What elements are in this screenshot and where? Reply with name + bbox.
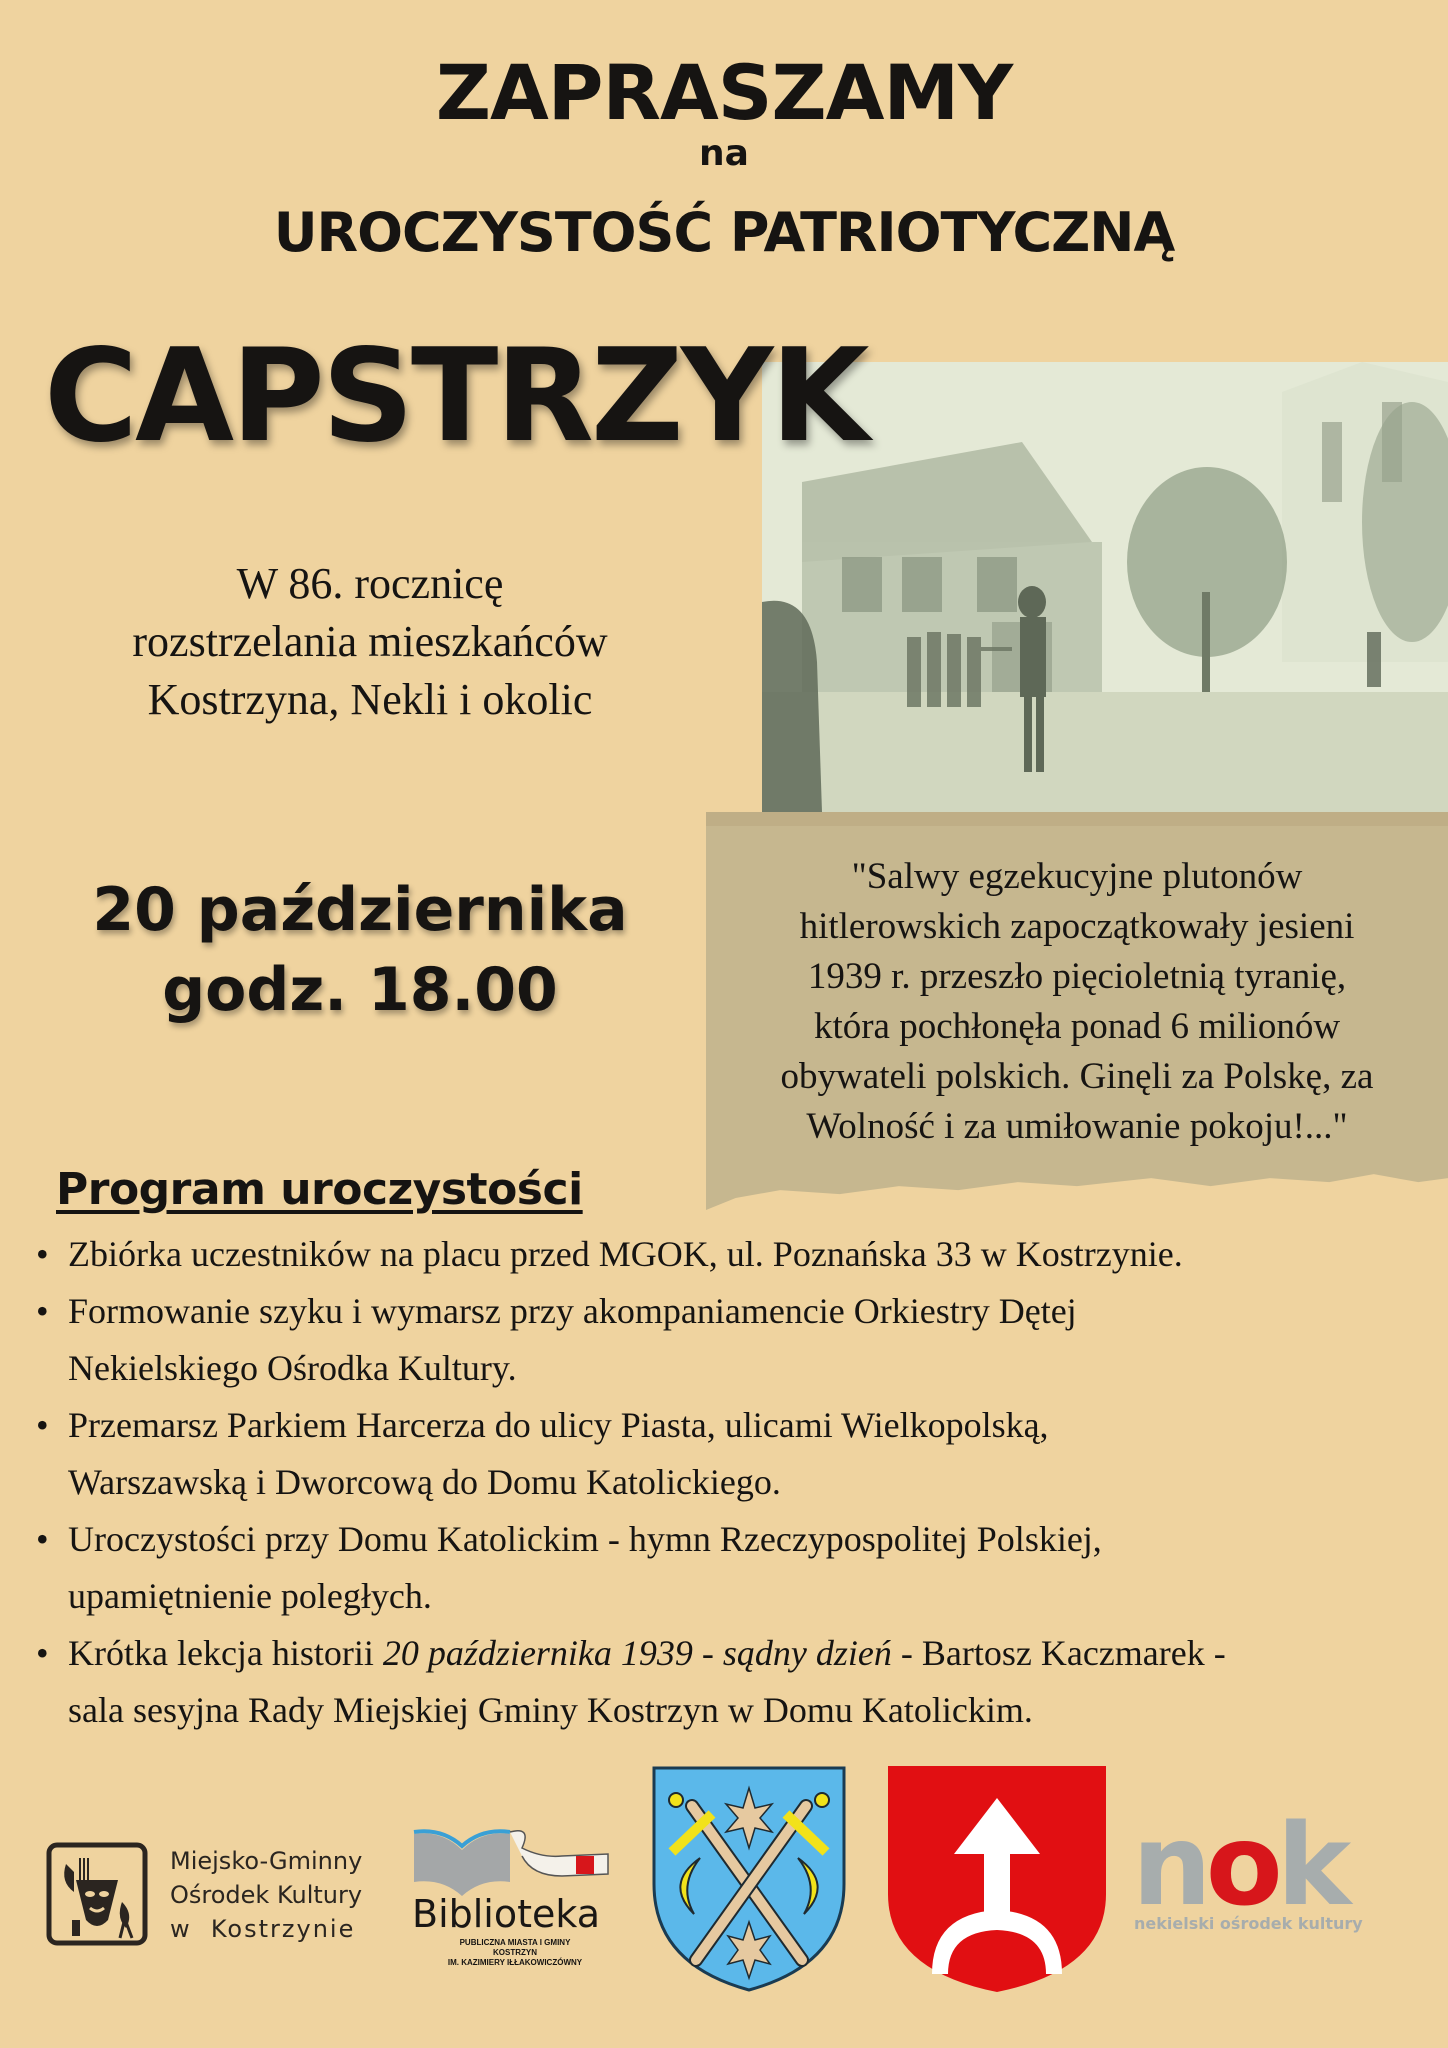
logo-biblioteka bbox=[412, 1826, 622, 1966]
quote-line: Wolność i za umiłowanie pokoju!..." bbox=[806, 1106, 1348, 1147]
mgok-emblem-icon bbox=[46, 1842, 148, 1946]
lecture-suffix: - Bartosz Kaczmarek - bbox=[891, 1633, 1226, 1673]
nok-subtitle: nekielski ośrodek kultury bbox=[1134, 1914, 1363, 1933]
invite-connector: na bbox=[699, 133, 749, 174]
ceremony-heading: UROCZYSTOŚĆ PATRIOTYCZNĄ bbox=[273, 201, 1175, 264]
biblioteka-sub-line: IM. KAZIMIERY IŁŁAKOWICZÓWNY bbox=[447, 1958, 583, 1967]
logo-nok bbox=[1132, 1801, 1412, 1933]
anniversary-line: W 86. rocznicę bbox=[236, 559, 504, 608]
program-heading: Program uroczystości bbox=[56, 1164, 583, 1215]
program-item-line: Nekielskiego Ośrodka Kultury. bbox=[68, 1348, 517, 1388]
program-item bbox=[30, 1226, 1430, 1283]
event-date: 20 października bbox=[92, 875, 628, 945]
program-item-line: Formowanie szyku i wymarsz przy akompaniamencie Orkiestry Dętej bbox=[68, 1291, 1077, 1331]
nok-letter-k: k bbox=[1276, 1801, 1346, 1931]
bullet-icon: • bbox=[36, 1291, 49, 1331]
program-item-line: Przemarsz Parkiem Harcerza do ulicy Piasta, ulicami Wielkopolską, bbox=[68, 1405, 1049, 1445]
logo-mgok bbox=[46, 1842, 426, 1952]
nok-letter-n: n bbox=[1132, 1801, 1206, 1931]
biblioteka-sub-line: PUBLICZNA MIASTA I GMINY KOSTRZYN bbox=[459, 1938, 571, 1957]
arrow-shield-icon bbox=[886, 1764, 1108, 1994]
program-item-line: Zbiórka uczestników na placu przed MGOK, ul. Poznańska 33 w Kostrzynie. bbox=[68, 1234, 1183, 1274]
quote-line: hitlerowskich zapoczątkowały jesieni bbox=[799, 906, 1355, 947]
program-item-line: sala sesyjna Rady Miejskiej Gminy Kostrzyn w Domu Katolickim. bbox=[68, 1690, 1033, 1730]
program-item bbox=[30, 1511, 1430, 1625]
bullet-icon: • bbox=[36, 1633, 49, 1673]
program-item bbox=[30, 1283, 1430, 1397]
quote-line: "Salwy egzekucyjne plutonów bbox=[851, 856, 1303, 897]
anniversary-line: rozstrzelania mieszkańców bbox=[132, 617, 608, 666]
quote-line: która pochłonęła ponad 6 milionów bbox=[813, 1006, 1341, 1047]
lecture-title: 20 października 1939 - sądny dzień bbox=[382, 1633, 892, 1673]
program-item-line: Warszawską i Dworcową do Domu Katolickiego. bbox=[68, 1462, 781, 1502]
event-time: godz. 18.00 bbox=[162, 955, 558, 1025]
quote-line: 1939 r. przeszło pięcioletnią tyranię, bbox=[807, 956, 1347, 997]
event-name: CAPSTRZYK bbox=[44, 322, 867, 471]
program-item-line: Uroczystości przy Domu Katolickim - hymn Rzeczypospolitej Polskiej, bbox=[68, 1519, 1102, 1559]
program-item-line bbox=[68, 1625, 1430, 1682]
anniversary-text bbox=[40, 555, 700, 729]
coat-of-arms-nekla bbox=[886, 1764, 1108, 1994]
nok-letter-o: o bbox=[1205, 1801, 1277, 1931]
biblioteka-name: Biblioteka bbox=[412, 1892, 601, 1936]
program-item-line: upamiętnienie poległych. bbox=[68, 1576, 432, 1616]
program-item bbox=[30, 1397, 1430, 1511]
lecture-prefix: Krótka lekcja historii bbox=[68, 1633, 383, 1673]
anniversary-line: Kostrzyna, Nekli i okolic bbox=[147, 675, 593, 724]
mgok-line: w Kostrzynie bbox=[170, 1915, 356, 1943]
bullet-icon: • bbox=[36, 1405, 49, 1445]
program-list bbox=[30, 1226, 1430, 1739]
mgok-name bbox=[170, 1844, 362, 1946]
quote-line: obywateli polskich. Ginęli za Polskę, za bbox=[780, 1056, 1374, 1097]
book-film-icon bbox=[412, 1826, 612, 1896]
bullet-icon: • bbox=[36, 1519, 49, 1559]
bullet-icon: • bbox=[36, 1234, 49, 1274]
mgok-line: Ośrodek Kultury bbox=[170, 1881, 363, 1909]
biblioteka-subtitle bbox=[440, 1938, 590, 1968]
event-datetime bbox=[60, 870, 660, 1030]
mgok-line: Miejsko-Gminny bbox=[170, 1847, 363, 1875]
crossed-swords-shield-icon bbox=[650, 1764, 848, 1994]
quote-text bbox=[712, 852, 1442, 1152]
coat-of-arms-kostrzyn bbox=[650, 1764, 848, 1994]
invite-heading: ZAPRASZAMY bbox=[435, 48, 1013, 137]
program-item bbox=[30, 1625, 1430, 1739]
